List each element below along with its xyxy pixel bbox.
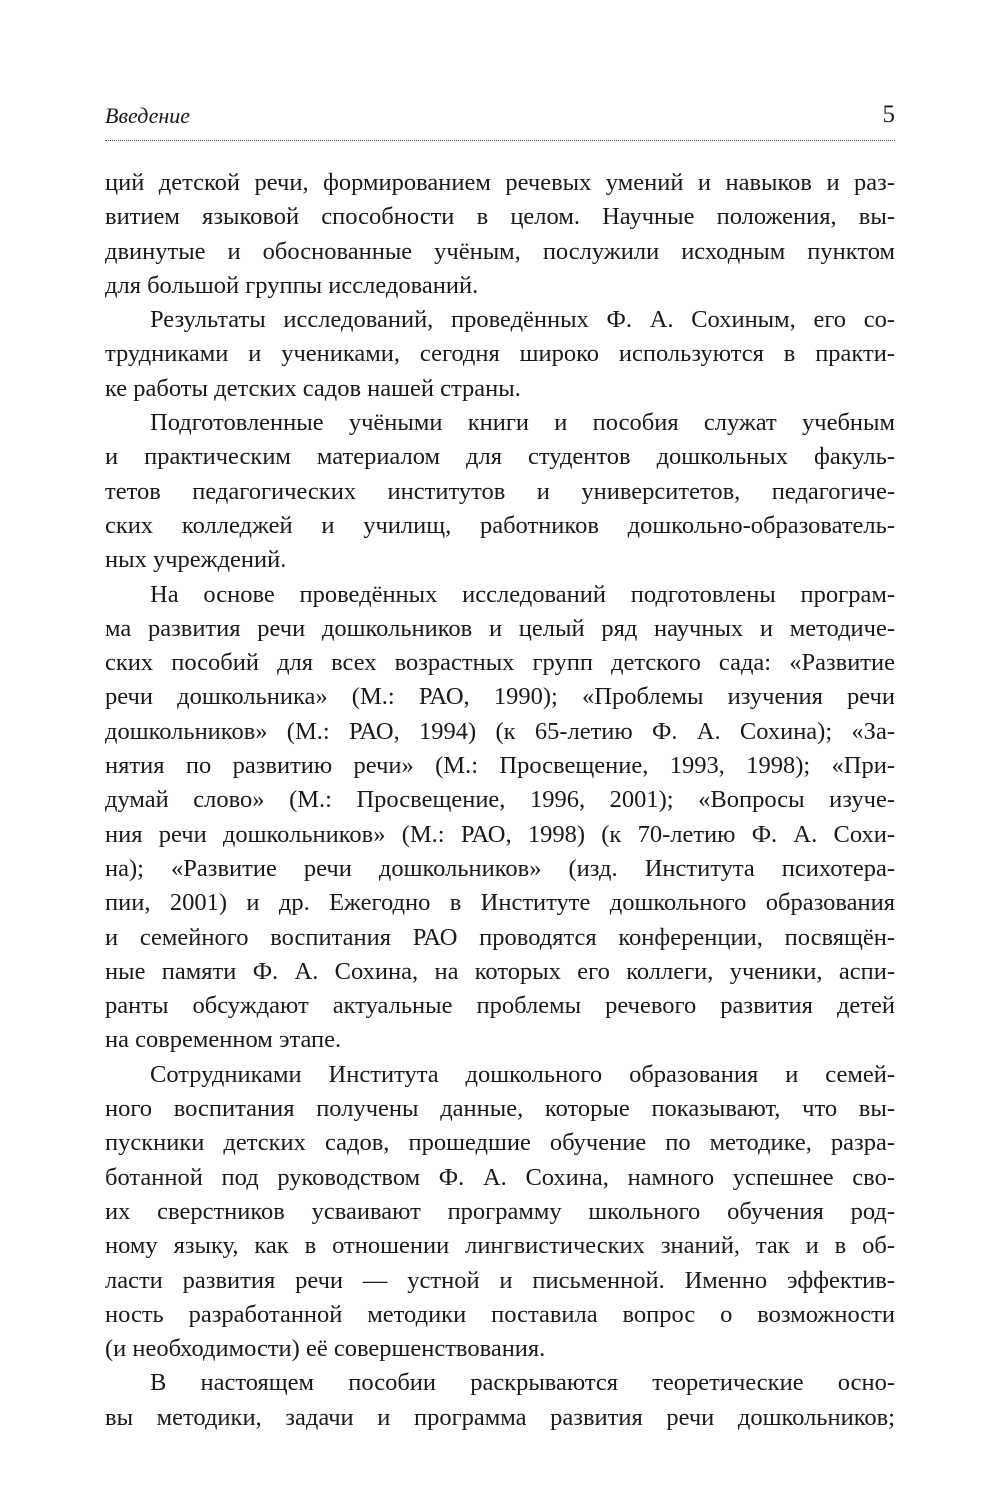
text-line: ских колледжей и училищ, работников дошкольно-образователь- bbox=[105, 511, 895, 539]
text-line: и практическим материалом для студентов дошкольных факуль- bbox=[105, 443, 895, 471]
text-line: ских пособий для всех возрастных групп детского сада: «Развитие bbox=[105, 649, 895, 677]
text-line: Сотрудниками Института дошкольного образования и семей- bbox=[150, 1060, 895, 1088]
text-line: Результаты исследований, проведённых Ф. А. Сохиным, его со- bbox=[150, 306, 895, 334]
text-line: На основе проведённых исследований подготовлены програм- bbox=[150, 580, 895, 608]
dotted-divider bbox=[105, 140, 895, 141]
text-line: трудниками и учениками, сегодня широко используются в практи- bbox=[105, 340, 895, 368]
text-line: на); «Развитие речи дошкольников» (изд. Института психотера- bbox=[105, 854, 895, 882]
chapter-title: Введение bbox=[105, 103, 191, 128]
text-line: на современном этапе. bbox=[105, 1026, 342, 1054]
text-line: В настоящем пособии раскрываются теоретические осно- bbox=[150, 1369, 895, 1397]
text-line: ному языку, как в отношении лингвистических знаний, так и в об- bbox=[105, 1232, 895, 1260]
text-line: для большой группы исследований. bbox=[105, 271, 479, 299]
text-line: витием языковой способности в целом. Научные положения, вы- bbox=[105, 203, 895, 231]
text-line: нятия по развитию речи» (М.: Просвещение, 1993, 1998); «При- bbox=[105, 752, 895, 780]
text-line: и семейного воспитания РАО проводятся конференции, посвящён- bbox=[105, 923, 895, 951]
body-text bbox=[105, 166, 895, 1435]
running-header bbox=[105, 103, 895, 133]
text-line: ные памяти Ф. А. Сохина, на которых его коллеги, ученики, аспи- bbox=[105, 957, 895, 985]
text-line: (и необходимости) её совершенствования. bbox=[105, 1335, 546, 1363]
text-line: дошкольников» (М.: РАО, 1994) (к 65-летию Ф. А. Сохина); «За- bbox=[105, 717, 895, 745]
text-line: пии, 2001) и др. Ежегодно в Институте дошкольного образования bbox=[105, 889, 895, 917]
page-number: 5 bbox=[882, 101, 895, 128]
text-line: ке работы детских садов нашей страны. bbox=[105, 374, 521, 402]
text-line: Подготовленные учёными книги и пособия служат учебным bbox=[150, 409, 895, 437]
text-line: ных учреждений. bbox=[105, 546, 287, 574]
text-line: двинутые и обоснованные учёным, послужили исходным пунктом bbox=[105, 237, 895, 265]
text-line: ласти развития речи — устной и письменной. Именно эффектив- bbox=[105, 1266, 895, 1294]
text-line: пускники детских садов, прошедшие обучение по методике, разра- bbox=[105, 1129, 895, 1157]
text-line: ного воспитания получены данные, которые показывают, что вы- bbox=[105, 1095, 895, 1123]
text-line: их сверстников усваивают программу школьного обучения род- bbox=[105, 1197, 895, 1225]
text-line: вы методики, задачи и программа развития речи дошкольников; bbox=[105, 1403, 895, 1431]
text-line: ботанной под руководством Ф. А. Сохина, намного успешнее сво- bbox=[105, 1163, 895, 1191]
text-line: ций детской речи, формированием речевых умений и навыков и раз- bbox=[105, 169, 895, 196]
text-line: тетов педагогических институтов и университетов, педагогиче- bbox=[105, 477, 895, 505]
text-line: ранты обсуждают актуальные проблемы речевого развития детей bbox=[105, 992, 895, 1020]
text-line: ма развития речи дошкольников и целый ряд научных и методиче- bbox=[105, 614, 895, 642]
text-line: ность разработанной методики поставила вопрос о возможности bbox=[105, 1300, 895, 1328]
text-line: речи дошкольника» (М.: РАО, 1990); «Проблемы изучения речи bbox=[105, 683, 895, 711]
text-line: ния речи дошкольников» (М.: РАО, 1998) (к 70-летию Ф. А. Сохи- bbox=[105, 820, 895, 848]
text-line: думай слово» (М.: Просвещение, 1996, 2001); «Вопросы изуче- bbox=[105, 786, 895, 814]
